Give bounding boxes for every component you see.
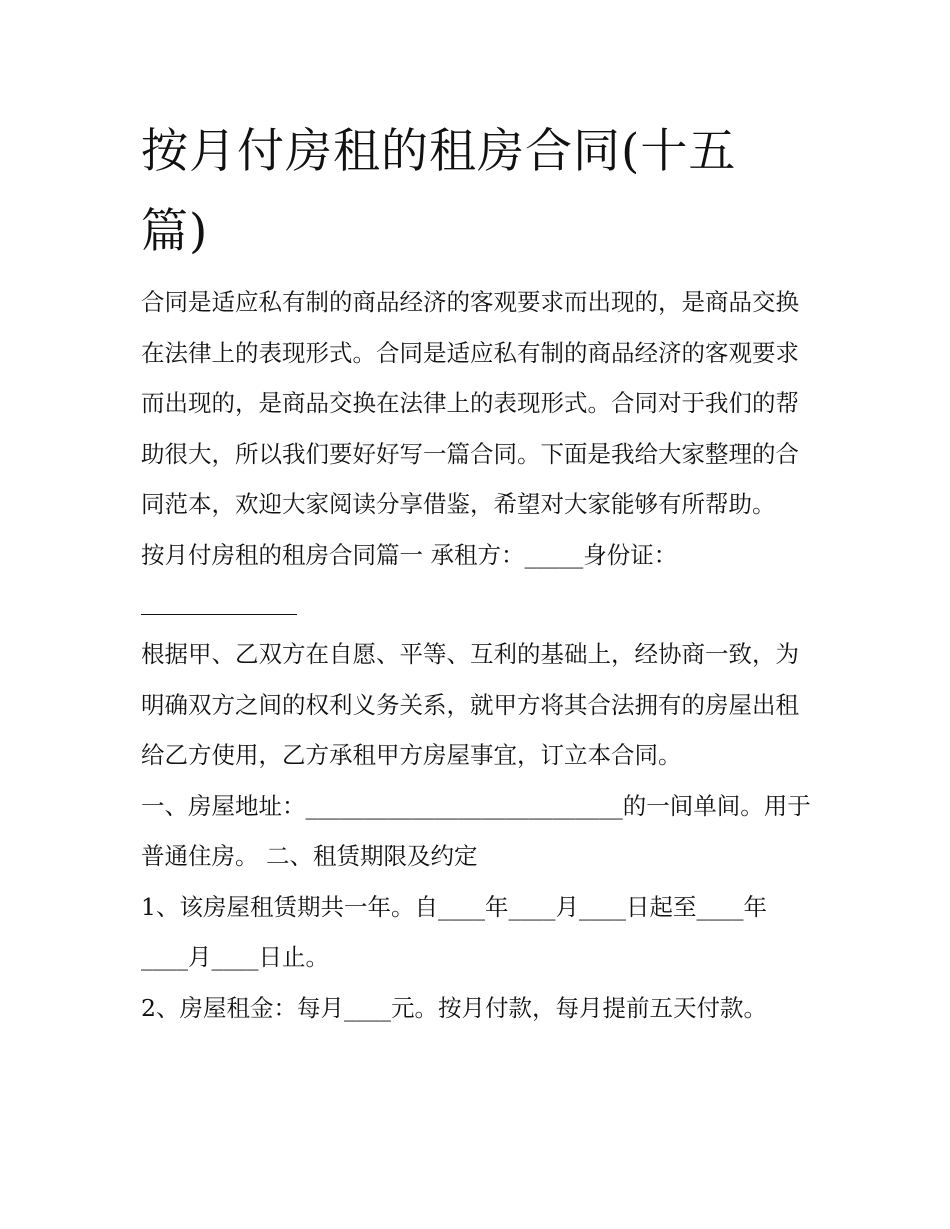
- section-one-heading: 按月付房租的租房合同篇一 承租方：_____身份证：: [141, 540, 678, 569]
- agreement-paragraph: 根据甲、乙双方在自愿、平等、互利的基础上，经协商一致，为明确双方之间的权利义务关系，就甲方将其合法拥有的房屋出租给乙方使用，乙方承租甲方房屋事宜，订立本合同。: [141, 640, 799, 769]
- house-address-clause: 一、房屋地址：___________________________的一间单间。用于普通住房。 二、租赁期限及约定: [141, 791, 811, 870]
- lease-term-clause: 1、该房屋租赁期共一年。自____年____月____日起至____年____月____日止。: [141, 892, 767, 971]
- document-body: [141, 277, 813, 1033]
- intro-paragraph: 合同是适应私有制的商品经济的客观要求而出现的，是商品交换在法律上的表现形式。合同是适应私有制的商品经济的客观要求而出现的，是商品交换在法律上的表现形式。合同对于我们的帮助很大，所以我们要好好写一篇合同。下面是我给大家整理的合同范本，欢迎大家阅读分享借鉴，希望对大家能够有所帮助。: [141, 288, 799, 518]
- document-title: 按月付房租的租房合同(十五篇): [141, 124, 737, 259]
- id-number-blank: [141, 580, 297, 615]
- rent-clause: 2、房屋租金：每月____元。按月付款，每月提前五天付款。: [141, 993, 767, 1022]
